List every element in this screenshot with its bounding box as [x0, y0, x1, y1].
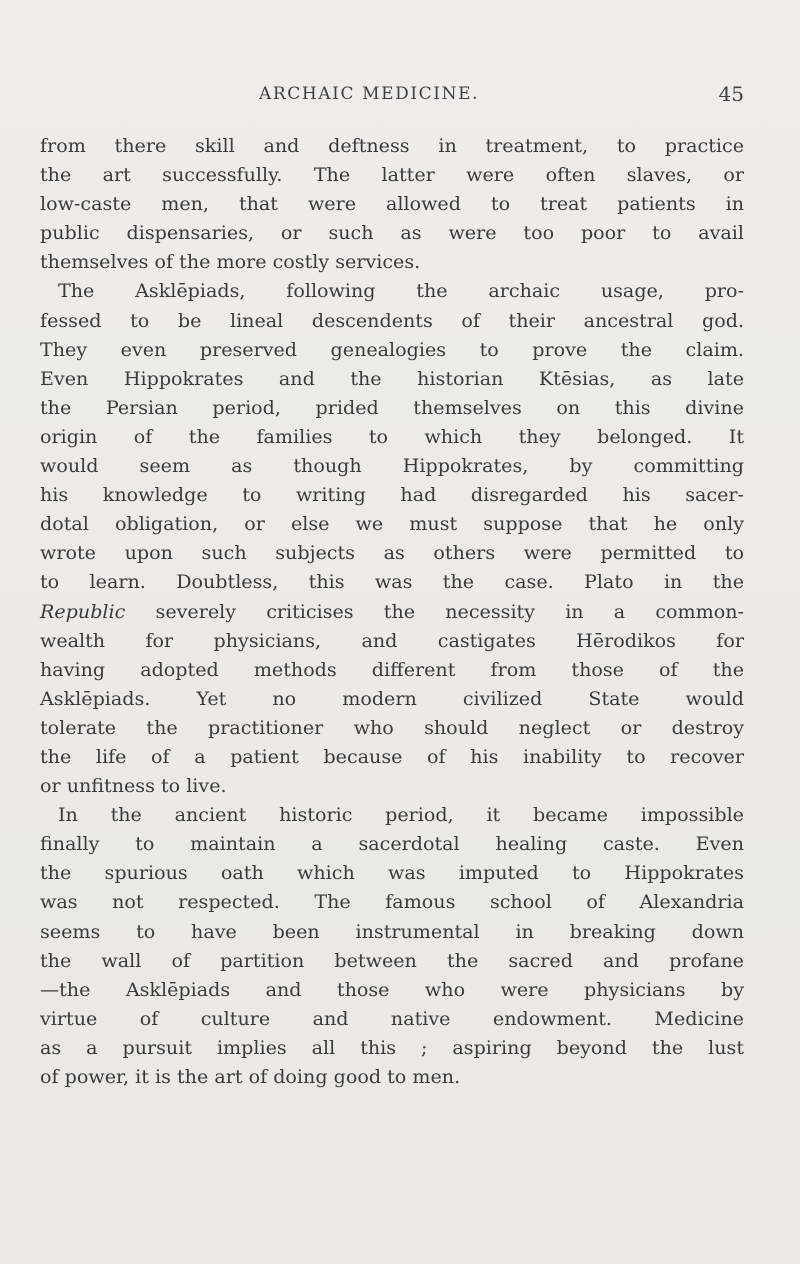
text-line: Even Hippokrates and the historian Ktēsias, as late: [40, 366, 744, 390]
text-line: the Persian period, prided themselves on this divine: [40, 395, 744, 419]
text-line: the wall of partition between the sacred and profane: [40, 948, 744, 972]
page-header: [40, 80, 744, 110]
paragraph-start-line: The Asklēpiads, following the archaic usage, pro-: [58, 279, 744, 303]
text-line: or unfitness to live.: [40, 774, 227, 798]
text-line: his knowledge to writing had disregarded his sacer-: [40, 483, 744, 507]
text-line-with-title: [40, 597, 744, 626]
text-line: low-caste men, that were allowed to treat patients in: [40, 192, 744, 216]
text-line: the art successfully. The latter were often slaves, or: [40, 163, 744, 187]
text-line: the spurious oath which was imputed to Hippokrates: [40, 861, 744, 885]
italic-book-title: Republic: [40, 599, 126, 623]
text-line: finally to maintain a sacerdotal healing caste. Even: [40, 832, 744, 856]
text-line: public dispensaries, or such as were too poor to avail: [40, 221, 744, 245]
running-head: ARCHAIC MEDICINE.: [259, 84, 480, 104]
text-line: having adopted methods different from those of the: [40, 657, 744, 681]
text-line: wrote upon such subjects as others were permitted to: [40, 541, 744, 565]
text-line: as a pursuit implies all this ; aspiring beyond the lust: [40, 1035, 744, 1059]
text-line: was not respected. The famous school of Alexandria: [40, 890, 744, 914]
text-line: would seem as though Hippokrates, by committing: [40, 454, 744, 478]
text-line: fessed to be lineal descendents of their ancestral god.: [40, 308, 744, 332]
page-number: 45: [718, 82, 744, 106]
text-line: the life of a patient because of his inability to recover: [40, 744, 744, 768]
text-line: of power, it is the art of doing good to men.: [40, 1065, 461, 1088]
paragraph-start-line: In the ancient historic period, it became impossible: [58, 803, 744, 827]
text-line-remainder: severely criticises the necessity in a common-: [155, 599, 744, 623]
text-line: They even preserved genealogies to prove the claim.: [40, 337, 744, 361]
text-line: from there skill and deftness in treatment, to practice: [40, 134, 744, 157]
text-line: —the Asklēpiads and those who were physicians by: [40, 977, 744, 1001]
text-line: to learn. Doubtless, this was the case. Plato in the: [40, 570, 744, 594]
text-line: tolerate the practitioner who should neglect or destroy: [40, 715, 744, 739]
text-line: seems to have been instrumental in breaking down: [40, 919, 744, 943]
text-line: wealth for physicians, and castigates Hērodikos for: [40, 628, 744, 652]
text-line: origin of the families to which they belonged. It: [40, 424, 744, 448]
text-line: themselves of the more costly services.: [40, 250, 421, 274]
text-line: Asklēpiads. Yet no modern civilized State would: [40, 686, 744, 710]
body-text: [40, 131, 744, 1091]
text-line: virtue of culture and native endowment. Medicine: [40, 1006, 744, 1030]
text-line: dotal obligation, or else we must suppose that he only: [40, 512, 744, 536]
